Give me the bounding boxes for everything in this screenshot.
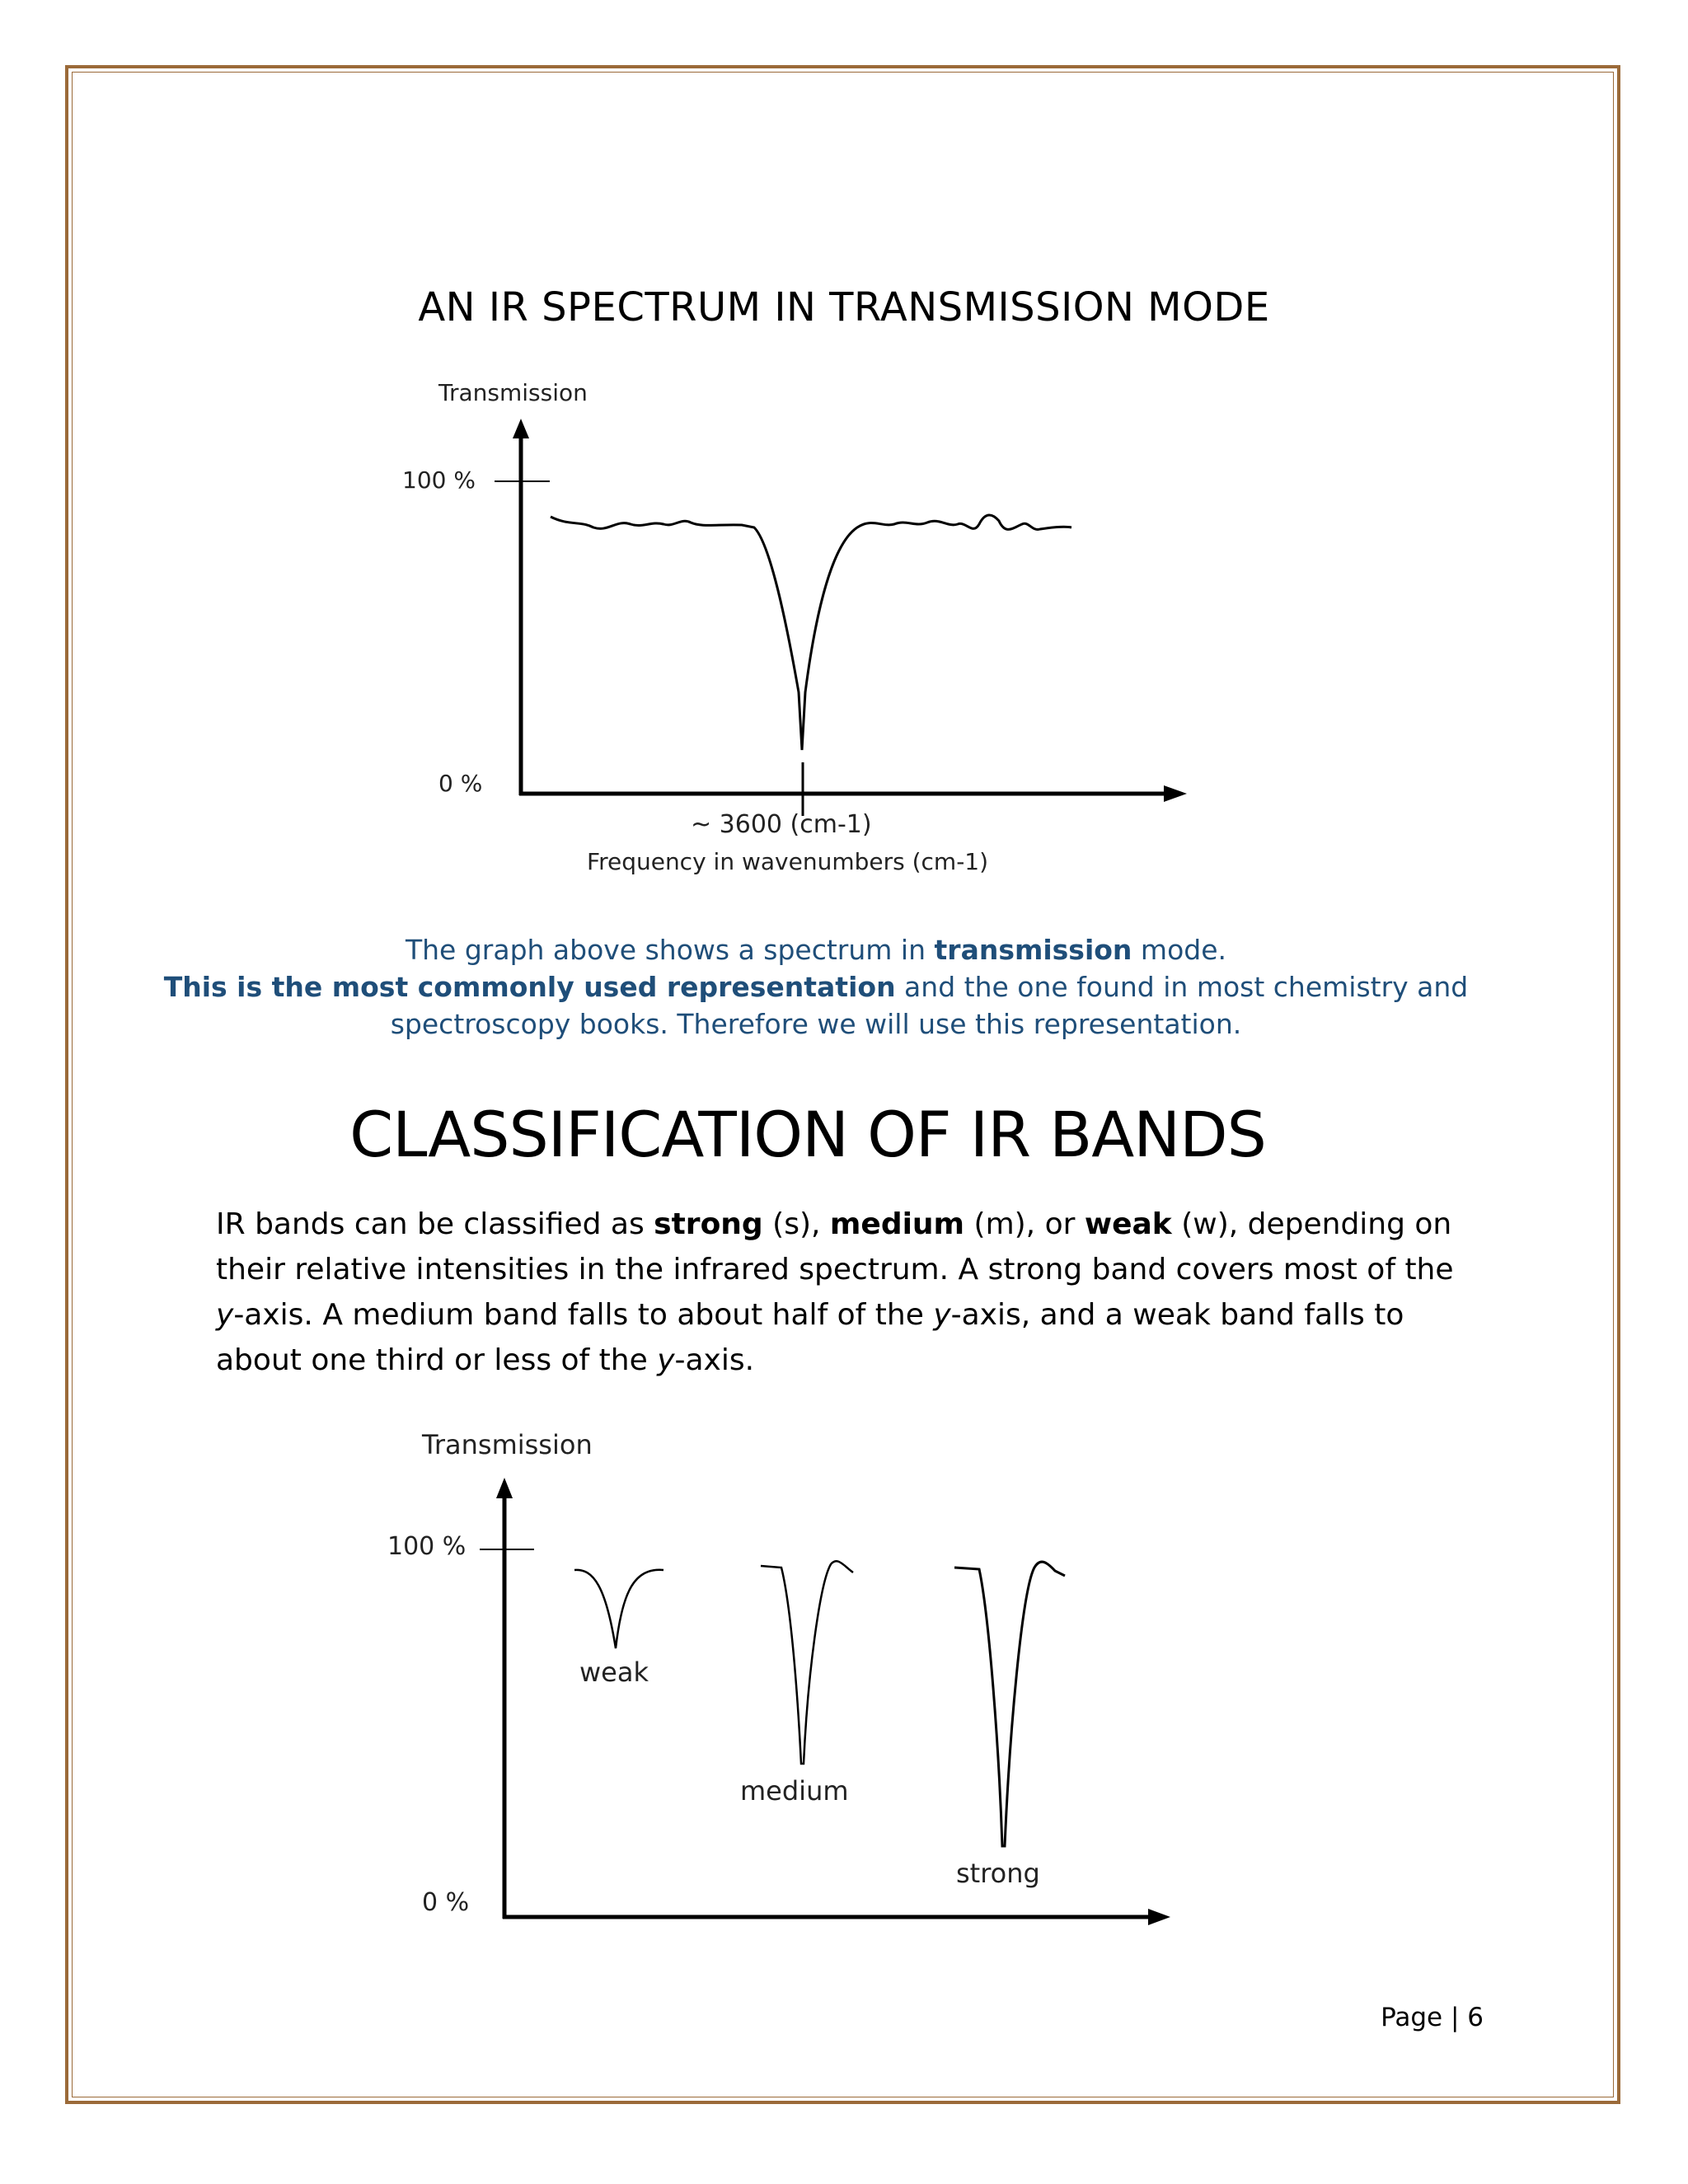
y-axis-arrow xyxy=(513,419,529,438)
x-axis-arrow-2 xyxy=(1148,1909,1170,1925)
band-medium-label: medium xyxy=(740,1775,849,1807)
ir-bands-chart xyxy=(0,1401,1688,1945)
para-text: (s), xyxy=(762,1207,830,1241)
figure-caption xyxy=(124,931,1508,1043)
x-axis-arrow xyxy=(1164,785,1187,802)
y-tick-0-2: 0 % xyxy=(422,1888,470,1917)
y-tick-100-2: 100 % xyxy=(387,1532,467,1561)
para-text: (w), depending on their relative intensities in the infrared spectrum. A strong band covers most of the xyxy=(216,1207,1454,1286)
caption-text-1: The graph above shows a spectrum in xyxy=(405,934,935,966)
caption-text-2: mode. xyxy=(1132,934,1227,966)
band-weak-label: weak xyxy=(579,1657,649,1688)
y-tick-0: 0 % xyxy=(438,770,483,797)
para-italic: y xyxy=(657,1343,675,1377)
para-bold: weak xyxy=(1084,1207,1172,1241)
para-italic: y xyxy=(933,1298,951,1332)
para-bold: medium xyxy=(829,1207,965,1241)
band-medium xyxy=(761,1561,853,1764)
ir-spectrum-chart xyxy=(0,0,1688,923)
y-axis-arrow-2 xyxy=(496,1478,513,1498)
y-axis-label: Transmission xyxy=(438,379,588,406)
para-bold: strong xyxy=(654,1207,763,1241)
para-text: -axis. A medium band falls to about half of the xyxy=(233,1298,934,1332)
band-strong xyxy=(954,1562,1065,1846)
section-title-classification: CLASSIFICATION OF IR BANDS xyxy=(349,1098,1266,1171)
y-axis-label-2: Transmission xyxy=(422,1429,593,1460)
spectrum-line xyxy=(551,515,1071,750)
peak-annotation: ~ 3600 (cm-1) xyxy=(691,810,872,839)
para-text: -axis. xyxy=(674,1343,755,1377)
para-italic: y xyxy=(216,1298,234,1332)
caption-bold-2: This is the most commonly used representation xyxy=(163,971,896,1003)
para-text: IR bands can be classified as xyxy=(216,1207,654,1241)
y-tick-100: 100 % xyxy=(402,466,476,494)
page-number: Page | 6 xyxy=(1381,2003,1484,2032)
band-strong-label: strong xyxy=(956,1858,1040,1889)
caption-text-3: and the one found in most chemistry and spectroscopy books. Therefore we will use this representation. xyxy=(390,971,1469,1040)
band-weak xyxy=(574,1570,663,1648)
section-title-ir-spectrum: AN IR SPECTRUM IN TRANSMISSION MODE xyxy=(418,284,1270,330)
para-text: -axis, and a weak band falls to about one third or less of the xyxy=(216,1298,1404,1377)
caption-bold-1: transmission xyxy=(934,934,1132,966)
x-axis-label: Frequency in wavenumbers (cm-1) xyxy=(587,848,989,875)
classification-paragraph xyxy=(216,1202,1477,1383)
para-text: (m), or xyxy=(964,1207,1085,1241)
